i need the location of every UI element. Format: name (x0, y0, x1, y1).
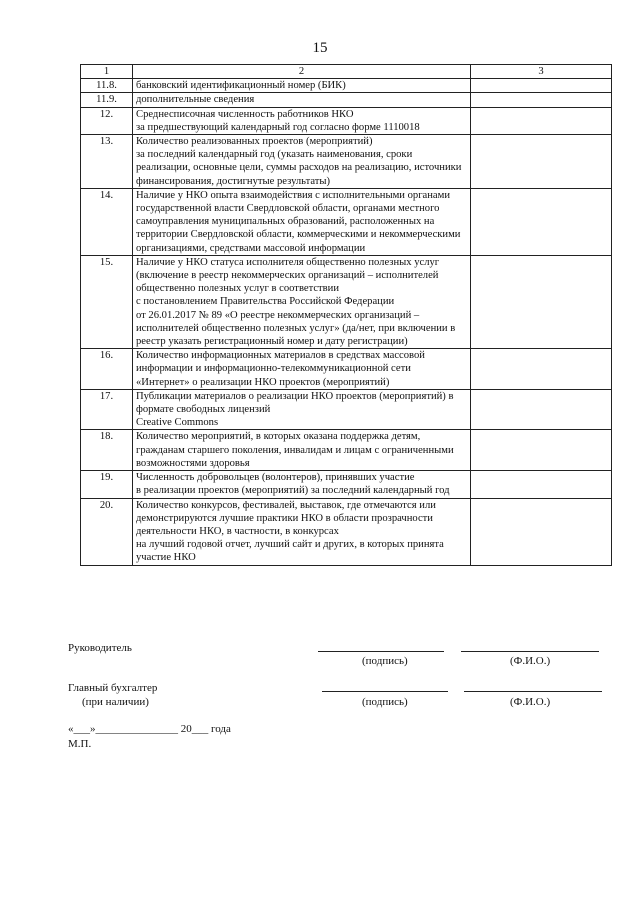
row-value-cell[interactable] (471, 430, 612, 471)
head-signature-caption: (подпись) (362, 655, 408, 667)
row-number: 17. (81, 389, 133, 430)
accountant-name-caption: (Ф.И.О.) (510, 696, 551, 708)
row-number: 12. (81, 107, 133, 134)
head-signature-line[interactable] (318, 651, 444, 652)
row-number: 11.9. (81, 93, 133, 107)
table-row (81, 349, 612, 390)
row-description-text: Количество конкурсов, фестивалей, выставок, где отмечаются или демонстрируются лучшие практики НКО в области прозрачности деятельности НКО, в частности, в конкурсах на лучший годовой отчет, лучший сайт и других, в которых принята участие НКО (136, 499, 444, 564)
row-description (133, 471, 471, 498)
table-row (81, 135, 612, 189)
table-row (81, 389, 612, 430)
row-description-text: банковский идентификационный номер (БИК) (136, 80, 346, 92)
accountant-note: (при наличии) (82, 696, 149, 708)
row-number: 20. (81, 498, 133, 565)
row-description (133, 107, 471, 134)
row-value-cell[interactable] (471, 107, 612, 134)
row-value-cell[interactable] (471, 93, 612, 107)
table-row (81, 107, 612, 134)
table-row (81, 79, 612, 93)
row-description-text: Численность добровольцев (волонтеров), принявших участие в реализации проектов (мероприятий) за последний календарный год (136, 472, 450, 497)
row-value-cell[interactable] (471, 498, 612, 565)
table-row (81, 471, 612, 498)
accountant-name-line[interactable] (464, 691, 602, 692)
row-description (133, 93, 471, 107)
row-description-text: Количество мероприятий, в которых оказана поддержка детям, гражданам старшего поколения, инвалидам и лицам с ограниченными возможностями здоровья (136, 431, 454, 469)
row-description-text: Количество реализованных проектов (мероприятий) за последний календарный год (указать наименования, сроки реализации, основные цели, суммы расходов на реализацию, источники финансирования, достигнутые результаты) (136, 136, 462, 187)
table-header-row (81, 65, 612, 79)
accountant-signature-caption: (подпись) (362, 696, 408, 708)
row-description (133, 389, 471, 430)
row-description (133, 188, 471, 255)
row-description-text: Публикации материалов о реализации НКО проектов (мероприятий) в формате свободных лицензий Creative Commons (136, 390, 454, 429)
row-number: 11.8. (81, 79, 133, 93)
row-number: 19. (81, 471, 133, 498)
table-row (81, 430, 612, 471)
row-number: 18. (81, 430, 133, 471)
row-value-cell[interactable] (471, 188, 612, 255)
stamp-label: М.П. (68, 738, 92, 750)
row-number: 14. (81, 188, 133, 255)
date-line: «___»_______________ 20___ года (68, 723, 231, 735)
header-col-1: 1 (81, 65, 133, 79)
row-description (133, 498, 471, 565)
row-description (133, 135, 471, 189)
row-description (133, 349, 471, 390)
row-description-text: Среднесписочная численность работников НКО за предшествующий календарный год согласно форме 1110018 (136, 108, 420, 133)
data-table (80, 64, 612, 566)
row-description (133, 430, 471, 471)
accountant-label: Главный бухгалтер (68, 682, 158, 694)
row-description (133, 79, 471, 93)
row-value-cell[interactable] (471, 349, 612, 390)
row-value-cell[interactable] (471, 135, 612, 189)
page-number: 15 (312, 40, 328, 56)
row-description-text: Наличие у НКО опыта взаимодействия с исполнительными органами государственной власти Свердловской области, органами местного самоуправления муниципальных образований, расположенных на территории Свердловской области, коммерческими и некоммерческими организациями, средствами массовой информации (136, 189, 461, 254)
row-value-cell[interactable] (471, 79, 612, 93)
header-col-3: 3 (471, 65, 612, 79)
table-row (81, 498, 612, 565)
table-row (81, 93, 612, 107)
row-number: 16. (81, 349, 133, 390)
row-number: 13. (81, 135, 133, 189)
table-row (81, 188, 612, 255)
row-description-text: дополнительные сведения (136, 94, 255, 106)
row-value-cell[interactable] (471, 471, 612, 498)
row-value-cell[interactable] (471, 255, 612, 348)
head-name-caption: (Ф.И.О.) (510, 655, 551, 667)
head-label: Руководитель (68, 642, 132, 654)
row-description-text: Наличие у НКО статуса исполнителя общественно полезных услуг (включение в реестр некоммерческих организаций – исполнителей общественно полезных услуг в соответствии с постановлением Правительства Российской Федерации от 26.01.2017 № 89 «О реестре некоммерческих организаций – исполнителей общественно полезных услуг» (да/нет, при включении в реестр указать регистрационный номер и дату регистрации) (136, 256, 456, 348)
row-number: 15. (81, 255, 133, 348)
accountant-signature-line[interactable] (322, 691, 448, 692)
row-description-text: Количество информационных материалов в средствах массовой информации и информационно-телекоммуникационной сети «Интернет» о реализации НКО проектов (мероприятий) (136, 350, 425, 388)
row-value-cell[interactable] (471, 389, 612, 430)
table-row (81, 255, 612, 348)
header-col-2: 2 (133, 65, 471, 79)
row-description (133, 255, 471, 348)
head-name-line[interactable] (461, 651, 599, 652)
